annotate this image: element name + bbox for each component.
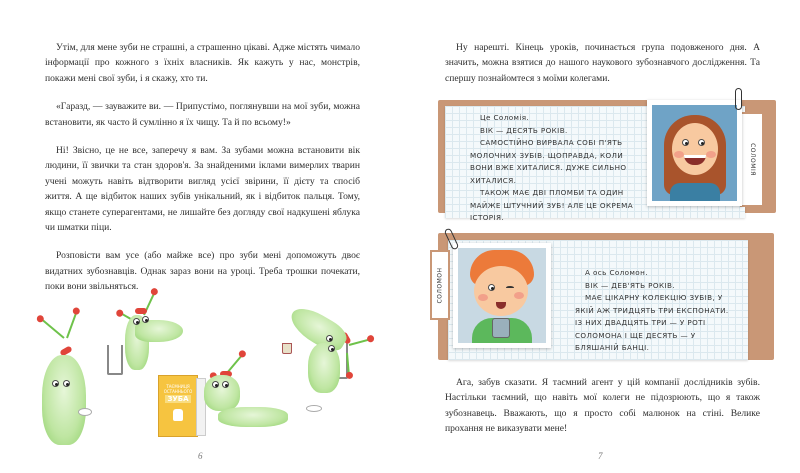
paperclip-icon xyxy=(735,88,742,110)
cup-icon xyxy=(282,343,292,354)
paragraph: Утім, для мене зуби не страшні, а страшенно цікаві. Адже містять чимало інформації про кожного з їхніх власників. Як кажуть у нас, монстрів, покажи мені свої зуби, і я скажу, хто ти. xyxy=(45,42,360,84)
photo-solomiya xyxy=(647,100,742,206)
folder-tab-solomon: СОЛОМОН xyxy=(430,250,450,320)
plate-icon xyxy=(306,405,322,412)
page-number: 6 xyxy=(198,451,203,461)
paragraph: Ага, забув сказати. Я таємний агент у цій компанії дослідників зубів. Настільки таємний, що навіть мої колеги не підозрюють, що я також зубознавець. Вважають, що я просто собі малюнок на стіні. Велике прохання не виказувати мене! xyxy=(445,377,760,435)
folder-tab-solomiya: СОЛОМІЯ xyxy=(740,112,764,207)
jar-icon xyxy=(492,318,510,338)
card-line: Це Соломія. xyxy=(480,113,530,122)
monster-illustration-drinking xyxy=(278,305,378,415)
paragraph: Ні! Звісно, це не все, заперечу я вам. За зубами можна встановити вік людини, її звички та стан здоров'я. За знайденими іклами вимерлих тварин учені можуть навіть відтворити вигляд усієї звірини, її дієту та спосіб життя. А ще відбиток наших зубів унікальний, як і відбиток пальця. Тому, якщо станете суперагентами, не лишайте без догляду свої надкушені яблука чи шматки піци. xyxy=(45,145,360,234)
card-line: А ось Соломон. xyxy=(585,268,648,277)
paragraph: «Гаразд, — зауважите ви. — Припустімо, поглянувши на мої зуби, можна встановити, як часто й сумлінно я їх чищу. Та й по всьому!» xyxy=(45,101,360,128)
solomon-description xyxy=(575,267,735,355)
paragraph: Ну нарешті. Кінець уроків, починається група подовженого дня. А значить, можна взятися до нашого наукового зубознавчого дослідження. Та спершу познайомтеся з моїми колегами. xyxy=(445,42,760,84)
card-line: ТАКОЖ МАЄ ДВІ ПЛОМБИ ТА ОДИН МАЙЖЕ ШТУЧНИЙ ЗУБ! АЛЕ ЦЕ ОКРЕМА ІСТОРІЯ. xyxy=(470,188,634,222)
card-line: ВІК — ДЕСЯТЬ РОКІВ. xyxy=(480,125,568,135)
photo-solomon xyxy=(453,243,551,348)
monster-illustration-sitting xyxy=(105,290,180,380)
solomiya-description xyxy=(470,112,640,225)
left-page-text xyxy=(45,40,360,295)
book-title-line: ЗУБА xyxy=(167,395,189,403)
tooth-icon xyxy=(173,409,183,421)
book-title-line: ОСТАННЬОГО xyxy=(163,389,193,394)
outro-text xyxy=(445,375,760,437)
book-title-line: ТАЄМНИЦЯ xyxy=(166,384,190,389)
card-line: ВІК — ДЕВ'ЯТЬ РОКІВ. xyxy=(585,280,676,290)
monster-illustration-reading xyxy=(198,345,288,445)
paragraph: Розповісти вам усе (або майже все) про зуби мені допоможуть двоє видатних зубознавців. Однак зараз вони на уроці. Треба трошки почекати, поки вони звільняться. xyxy=(45,250,360,293)
monster-illustration-walking xyxy=(30,300,100,450)
page-number: 7 xyxy=(598,451,603,461)
right-page xyxy=(400,0,800,473)
book-illustration xyxy=(158,375,198,437)
card-line: МАЄ ЦІКАРНУ КОЛЕКЦІЮ ЗУБІВ, У ЯКІЙ АЖ ТРИДЦЯТЬ ТРИ ЕКСПОНАТИ. ІЗ НИХ ДВАДЦЯТЬ ТРИ — У РОТІ СОЛОМОНА І ЩЕ ДЕСЯТЬ — У БЛЯШАНІЙ БАНЦІ. xyxy=(575,293,729,352)
intro-text xyxy=(445,40,760,86)
card-line: САМОСТІЙНО ВИРВАЛА СОБІ П'ЯТЬ МОЛОЧНИХ ЗУБІВ. ЩОПРАВДА, КОЛИ ВОНИ ВЖЕ ХИТАЛИСЯ. ДУЖЕ СИЛЬНО ХИТАЛИСЯ. xyxy=(470,138,627,185)
